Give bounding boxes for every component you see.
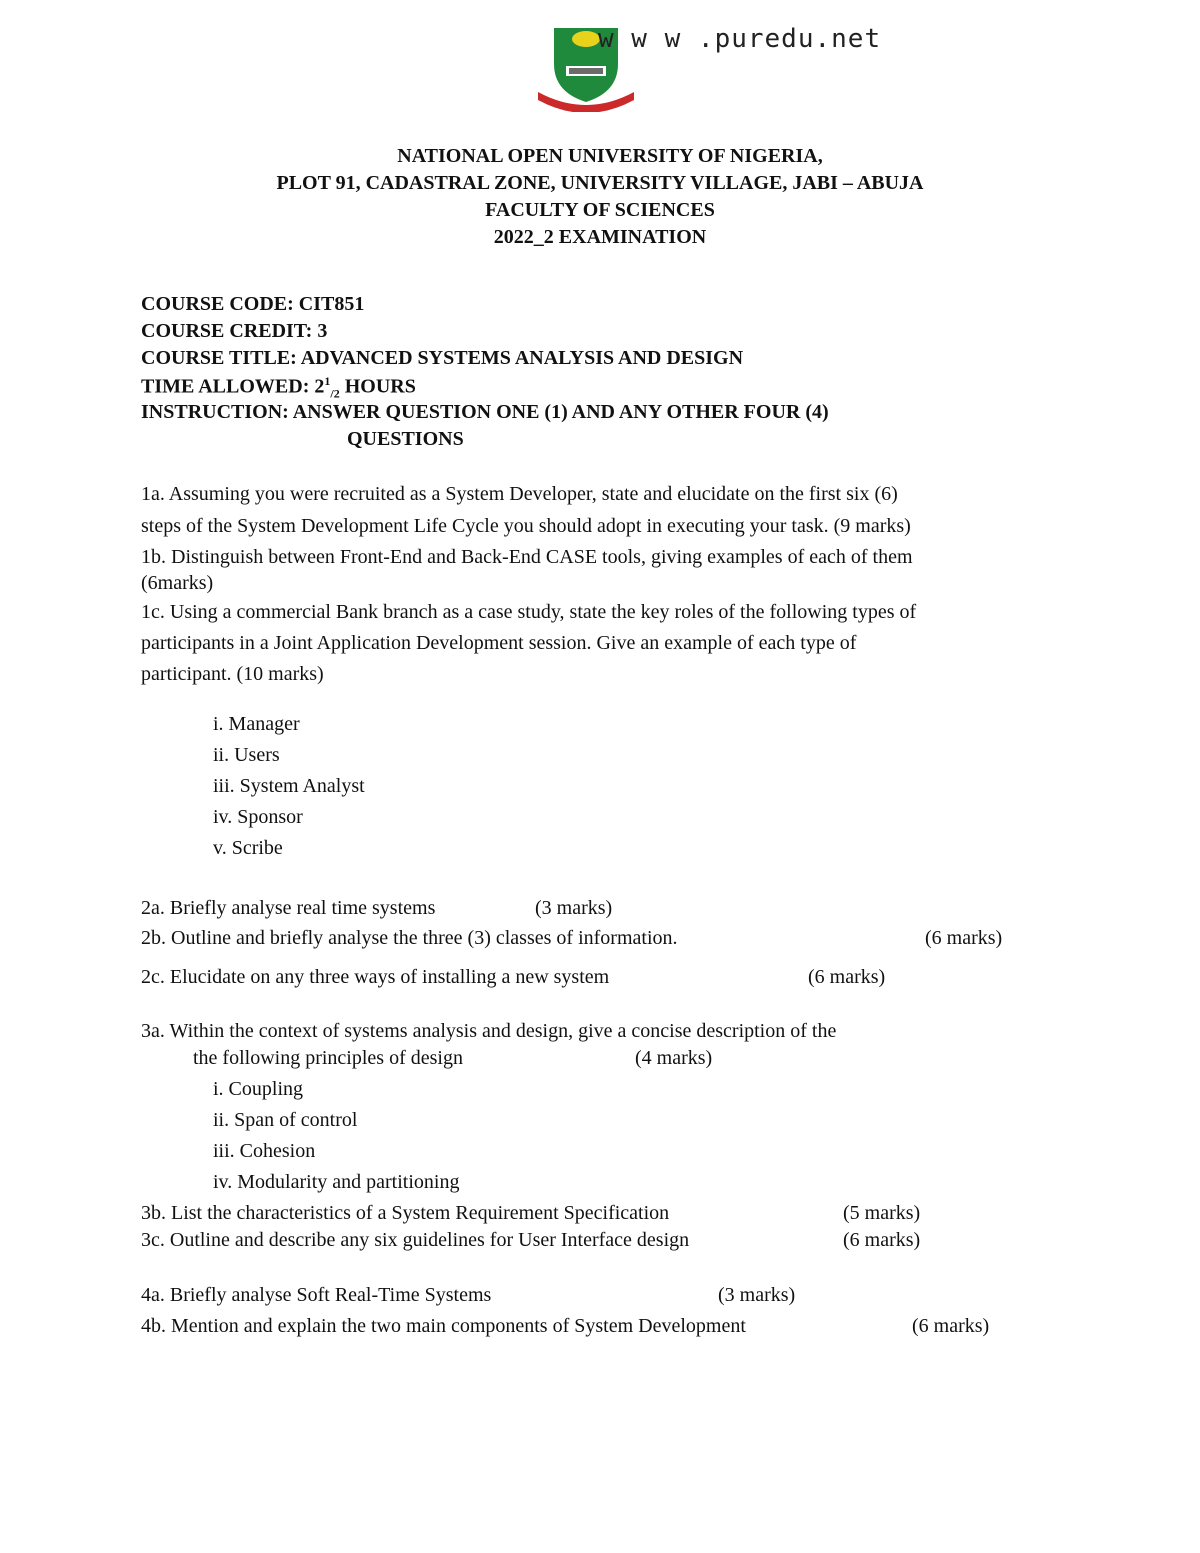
q2a-text: 2a. Briefly analyse real time systems xyxy=(141,897,436,919)
q4a-marks: (3 marks) xyxy=(718,1284,796,1306)
exam-session: 2022_2 EXAMINATION xyxy=(493,226,707,248)
q3c-text: 3c. Outline and describe any six guidelines for User Interface design xyxy=(141,1229,690,1251)
time-allowed xyxy=(141,374,416,402)
list-item: i. Manager xyxy=(213,713,300,735)
q1a-line-2: steps of the System Development Life Cycle you should adopt in executing your task. (9 marks) xyxy=(141,515,911,537)
faculty-name: FACULTY OF SCIENCES xyxy=(485,199,715,221)
q2c-text: 2c. Elucidate on any three ways of installing a new system xyxy=(141,966,610,988)
list-item: ii. Users xyxy=(213,744,280,766)
instruction-line-1: INSTRUCTION: ANSWER QUESTION ONE (1) AND ANY OTHER FOUR (4) xyxy=(141,401,829,423)
q2b-marks: (6 marks) xyxy=(925,927,1003,949)
list-item: iv. Sponsor xyxy=(213,806,303,828)
q1c-line-2: participants in a Joint Application Development session. Give an example of each type of xyxy=(141,632,857,654)
q3a-line-1: 3a. Within the context of systems analysis and design, give a concise description of the xyxy=(141,1020,837,1042)
list-item: v. Scribe xyxy=(213,837,283,859)
q4b-marks: (6 marks) xyxy=(912,1315,990,1337)
q3a-line-2: the following principles of design xyxy=(193,1047,463,1069)
list-item: iv. Modularity and partitioning xyxy=(213,1171,460,1193)
q1c-line-3: participant. (10 marks) xyxy=(141,663,324,685)
time-sup: 1 xyxy=(324,374,331,388)
course-credit: COURSE CREDIT: 3 xyxy=(141,320,328,342)
q2a-marks: (3 marks) xyxy=(535,897,613,919)
time-sub: /2 xyxy=(330,386,340,401)
list-item: i. Coupling xyxy=(213,1078,304,1100)
list-item: iii. Cohesion xyxy=(213,1140,316,1162)
q4b-text: 4b. Mention and explain the two main components of System Development xyxy=(141,1315,746,1337)
q3c-marks: (6 marks) xyxy=(843,1229,921,1251)
course-title: COURSE TITLE: ADVANCED SYSTEMS ANALYSIS AND DESIGN xyxy=(141,347,744,369)
q2b-text: 2b. Outline and briefly analyse the three (3) classes of information. xyxy=(141,927,678,949)
q1a-line-1: 1a. Assuming you were recruited as a System Developer, state and elucidate on the first six (6) xyxy=(141,483,898,505)
q3b-text: 3b. List the characteristics of a System Requirement Specification xyxy=(141,1202,670,1224)
time-prefix: TIME ALLOWED: 2 xyxy=(141,375,325,398)
list-item: ii. Span of control xyxy=(213,1109,358,1131)
list-item: iii. System Analyst xyxy=(213,775,365,797)
university-address: PLOT 91, CADASTRAL ZONE, UNIVERSITY VILLAGE, JABI – ABUJA xyxy=(276,172,924,194)
q3a-marks: (4 marks) xyxy=(635,1047,713,1069)
q4a-text: 4a. Briefly analyse Soft Real-Time Systems xyxy=(141,1284,492,1306)
university-name: NATIONAL OPEN UNIVERSITY OF NIGERIA, xyxy=(397,145,823,167)
watermark-url: w w w .puredu.net xyxy=(598,24,882,54)
time-suffix: HOURS xyxy=(339,375,416,398)
q1b-line-2: (6marks) xyxy=(141,572,214,594)
q3b-marks: (5 marks) xyxy=(843,1202,921,1224)
q1c-line-1: 1c. Using a commercial Bank branch as a case study, state the key roles of the following types of xyxy=(141,601,917,623)
course-code: COURSE CODE: CIT851 xyxy=(141,293,365,315)
q2c-marks: (6 marks) xyxy=(808,966,886,988)
q1b-line-1: 1b. Distinguish between Front-End and Back-End CASE tools, giving examples of each of them xyxy=(141,546,913,568)
instruction-line-2: QUESTIONS xyxy=(347,428,464,450)
